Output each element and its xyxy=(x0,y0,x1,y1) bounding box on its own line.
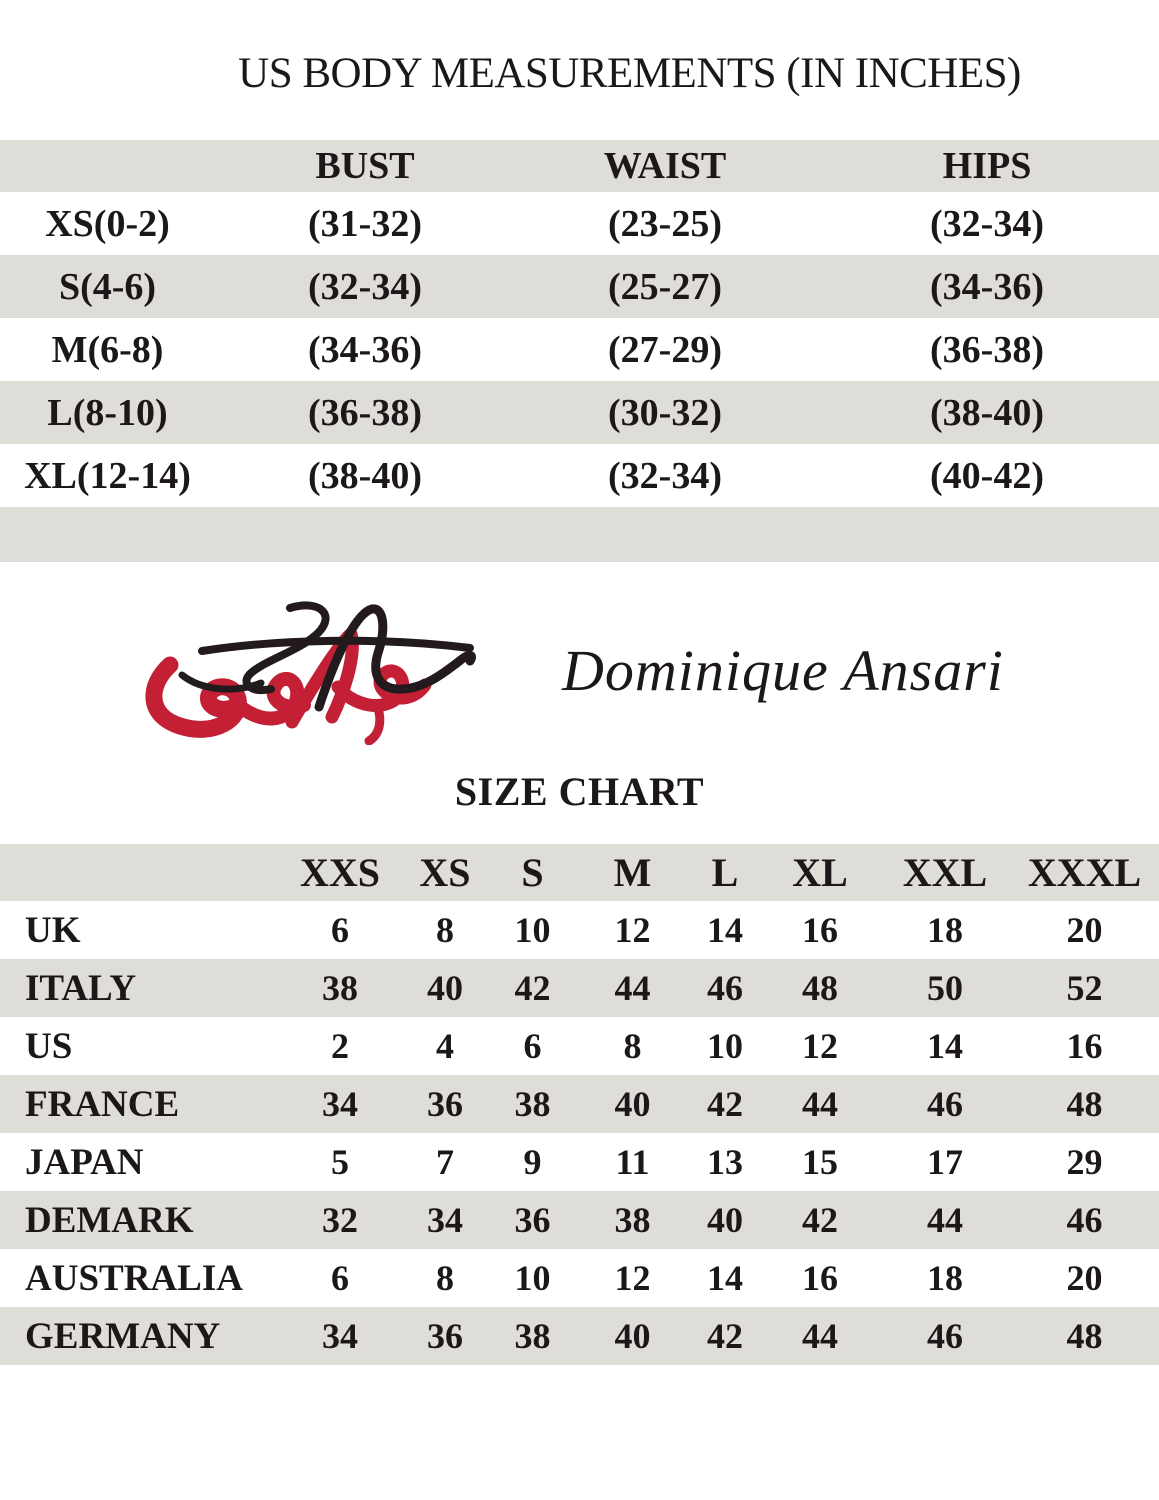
size-chart-cell: 2 xyxy=(331,1026,349,1067)
measurements-row-label: L(8-10) xyxy=(47,391,168,434)
size-chart-cell: 6 xyxy=(331,910,349,951)
size-chart-row xyxy=(0,1249,1159,1307)
size-chart-cell: 44 xyxy=(614,968,651,1009)
measurements-empty-cell xyxy=(215,507,515,562)
measurements-header-row xyxy=(0,140,1159,192)
size-chart-cell: 34 xyxy=(322,1084,358,1125)
measurements-table xyxy=(0,140,1159,562)
measurements-column-header: WAIST xyxy=(603,145,727,188)
size-chart-column-header: XS xyxy=(419,850,471,896)
measurements-row xyxy=(0,444,1159,507)
size-chart-cell: 8 xyxy=(623,1026,642,1067)
measurements-cell: (36-38) xyxy=(930,328,1044,371)
size-chart-cell: 46 xyxy=(927,1084,963,1125)
size-chart-cell: 10 xyxy=(514,910,551,951)
size-chart-column-header: S xyxy=(521,850,544,896)
size-chart-row-label: GERMANY xyxy=(25,1315,221,1357)
size-chart-cell: 18 xyxy=(927,1258,963,1299)
size-chart-cell: 32 xyxy=(322,1200,358,1241)
size-chart-cell: 48 xyxy=(1066,1316,1103,1357)
size-chart-cell: 6 xyxy=(331,1258,349,1299)
measurements-cell: (34-36) xyxy=(930,265,1044,308)
measurements-row xyxy=(0,318,1159,381)
size-chart-row xyxy=(0,1133,1159,1191)
measurements-row-label: S(4-6) xyxy=(58,265,157,308)
measurements-row-label: M(6-8) xyxy=(51,328,164,371)
size-chart-cell: 18 xyxy=(927,910,963,951)
measurements-empty-row xyxy=(0,507,1159,562)
size-chart-cell: 48 xyxy=(1066,1084,1103,1125)
measurements-title: US BODY MEASUREMENTS (IN INCHES) xyxy=(238,50,1021,97)
size-chart-cell: 20 xyxy=(1066,910,1103,951)
size-chart-cell: 8 xyxy=(436,1258,454,1299)
size-chart-row xyxy=(0,959,1159,1017)
size-chart-header-spacer xyxy=(0,844,280,901)
measurements-row-label: XS(0-2) xyxy=(45,202,170,245)
size-chart-column-header: XXXL xyxy=(1027,850,1142,896)
measurements-column-header: HIPS xyxy=(942,145,1032,188)
size-chart-cell: 40 xyxy=(614,1084,651,1125)
size-chart-table xyxy=(0,844,1159,1365)
size-chart-cell: 52 xyxy=(1066,968,1103,1009)
size-chart-cell: 42 xyxy=(707,1316,743,1357)
measurements-cell: (31-32) xyxy=(308,202,422,245)
size-chart-cell: 48 xyxy=(802,968,838,1009)
measurements-cell: (36-38) xyxy=(308,391,422,434)
size-chart-cell: 36 xyxy=(427,1084,463,1125)
size-chart-cell: 38 xyxy=(614,1200,651,1241)
size-chart-row xyxy=(0,1017,1159,1075)
size-chart-column-header: XXL xyxy=(902,850,988,896)
measurements-row xyxy=(0,381,1159,444)
measurements-cell: (30-32) xyxy=(608,391,722,434)
size-chart-cell: 6 xyxy=(523,1026,542,1067)
brand-name: Dominique Ansari xyxy=(562,637,1004,703)
size-chart-cell: 46 xyxy=(707,968,743,1009)
size-chart-row xyxy=(0,1307,1159,1365)
size-chart-cell: 10 xyxy=(707,1026,743,1067)
measurements-row xyxy=(0,192,1159,255)
da-calligraphy-monogram-icon xyxy=(140,595,480,745)
measurements-cell: (32-34) xyxy=(308,265,422,308)
size-chart-cell: 11 xyxy=(615,1142,650,1183)
measurements-cell: (40-42) xyxy=(930,454,1044,497)
size-chart-cell: 50 xyxy=(927,968,963,1009)
size-chart-cell: 46 xyxy=(927,1316,963,1357)
measurements-cell: (25-27) xyxy=(608,265,722,308)
size-chart-cell: 42 xyxy=(802,1200,838,1241)
size-chart-column-header: XL xyxy=(792,850,848,896)
size-chart-cell: 44 xyxy=(927,1200,963,1241)
size-chart-title: SIZE CHART xyxy=(454,769,705,815)
size-chart-cell: 16 xyxy=(1066,1026,1103,1067)
size-chart-cell: 17 xyxy=(927,1142,963,1183)
size-chart-column-header: M xyxy=(613,850,652,896)
size-chart-cell: 16 xyxy=(802,1258,838,1299)
size-chart-cell: 38 xyxy=(322,968,358,1009)
measurements-cell: (32-34) xyxy=(608,454,722,497)
size-chart-cell: 14 xyxy=(927,1026,963,1067)
size-chart-cell: 36 xyxy=(514,1200,551,1241)
size-chart-cell: 34 xyxy=(427,1200,463,1241)
measurements-cell: (23-25) xyxy=(608,202,722,245)
size-chart-cell: 12 xyxy=(614,910,651,951)
size-chart-cell: 14 xyxy=(707,1258,743,1299)
size-chart-cell: 46 xyxy=(1066,1200,1103,1241)
size-chart-row-label: US xyxy=(25,1025,73,1067)
size-chart-cell: 12 xyxy=(802,1026,838,1067)
size-chart-row-label: JAPAN xyxy=(25,1141,144,1183)
size-chart-cell: 10 xyxy=(514,1258,551,1299)
size-chart-cell: 20 xyxy=(1066,1258,1103,1299)
brand-block xyxy=(140,595,1159,745)
measurements-cell: (38-40) xyxy=(930,391,1044,434)
size-chart-column-header: XXS xyxy=(299,850,381,896)
size-chart-row-label: DEMARK xyxy=(25,1199,194,1241)
size-chart-cell: 42 xyxy=(514,968,551,1009)
size-chart-cell: 29 xyxy=(1066,1142,1103,1183)
size-chart-cell: 9 xyxy=(523,1142,542,1183)
measurements-empty-cell xyxy=(815,507,1159,562)
size-chart-cell: 38 xyxy=(514,1316,551,1357)
size-chart-cell: 42 xyxy=(707,1084,743,1125)
size-chart-cell: 16 xyxy=(802,910,838,951)
measurements-row-label: XL(12-14) xyxy=(24,454,191,497)
size-chart-row xyxy=(0,901,1159,959)
size-chart-cell: 7 xyxy=(436,1142,454,1183)
measurements-cell: (27-29) xyxy=(608,328,722,371)
measurements-header-spacer xyxy=(0,140,215,192)
measurements-column-header: BUST xyxy=(315,145,415,188)
size-chart-cell: 13 xyxy=(707,1142,743,1183)
size-chart-header-row xyxy=(0,844,1159,901)
size-chart-cell: 38 xyxy=(514,1084,551,1125)
size-chart-cell: 8 xyxy=(436,910,454,951)
size-chart-cell: 4 xyxy=(436,1026,454,1067)
size-chart-cell: 15 xyxy=(802,1142,838,1183)
measurements-cell: (38-40) xyxy=(308,454,422,497)
size-chart-column-header: L xyxy=(711,850,739,896)
size-chart-cell: 12 xyxy=(614,1258,651,1299)
measurements-empty-cell xyxy=(0,507,215,562)
size-chart-cell: 14 xyxy=(707,910,743,951)
measurements-cell: (32-34) xyxy=(930,202,1044,245)
measurements-cell: (34-36) xyxy=(308,328,422,371)
size-chart-cell: 44 xyxy=(802,1084,838,1125)
size-chart-cell: 34 xyxy=(322,1316,358,1357)
size-chart-cell: 40 xyxy=(707,1200,743,1241)
measurements-empty-cell xyxy=(515,507,815,562)
size-chart-row xyxy=(0,1075,1159,1133)
size-chart-cell: 36 xyxy=(427,1316,463,1357)
size-chart-cell: 40 xyxy=(614,1316,651,1357)
size-chart-row-label: ITALY xyxy=(25,967,137,1009)
size-chart-cell: 40 xyxy=(427,968,463,1009)
size-chart-row xyxy=(0,1191,1159,1249)
size-chart-row-label: AUSTRALIA xyxy=(25,1257,243,1299)
size-chart-row-label: FRANCE xyxy=(25,1083,180,1125)
size-chart-row-label: UK xyxy=(25,909,81,951)
measurements-row xyxy=(0,255,1159,318)
size-chart-cell: 44 xyxy=(802,1316,838,1357)
size-chart-cell: 5 xyxy=(331,1142,349,1183)
